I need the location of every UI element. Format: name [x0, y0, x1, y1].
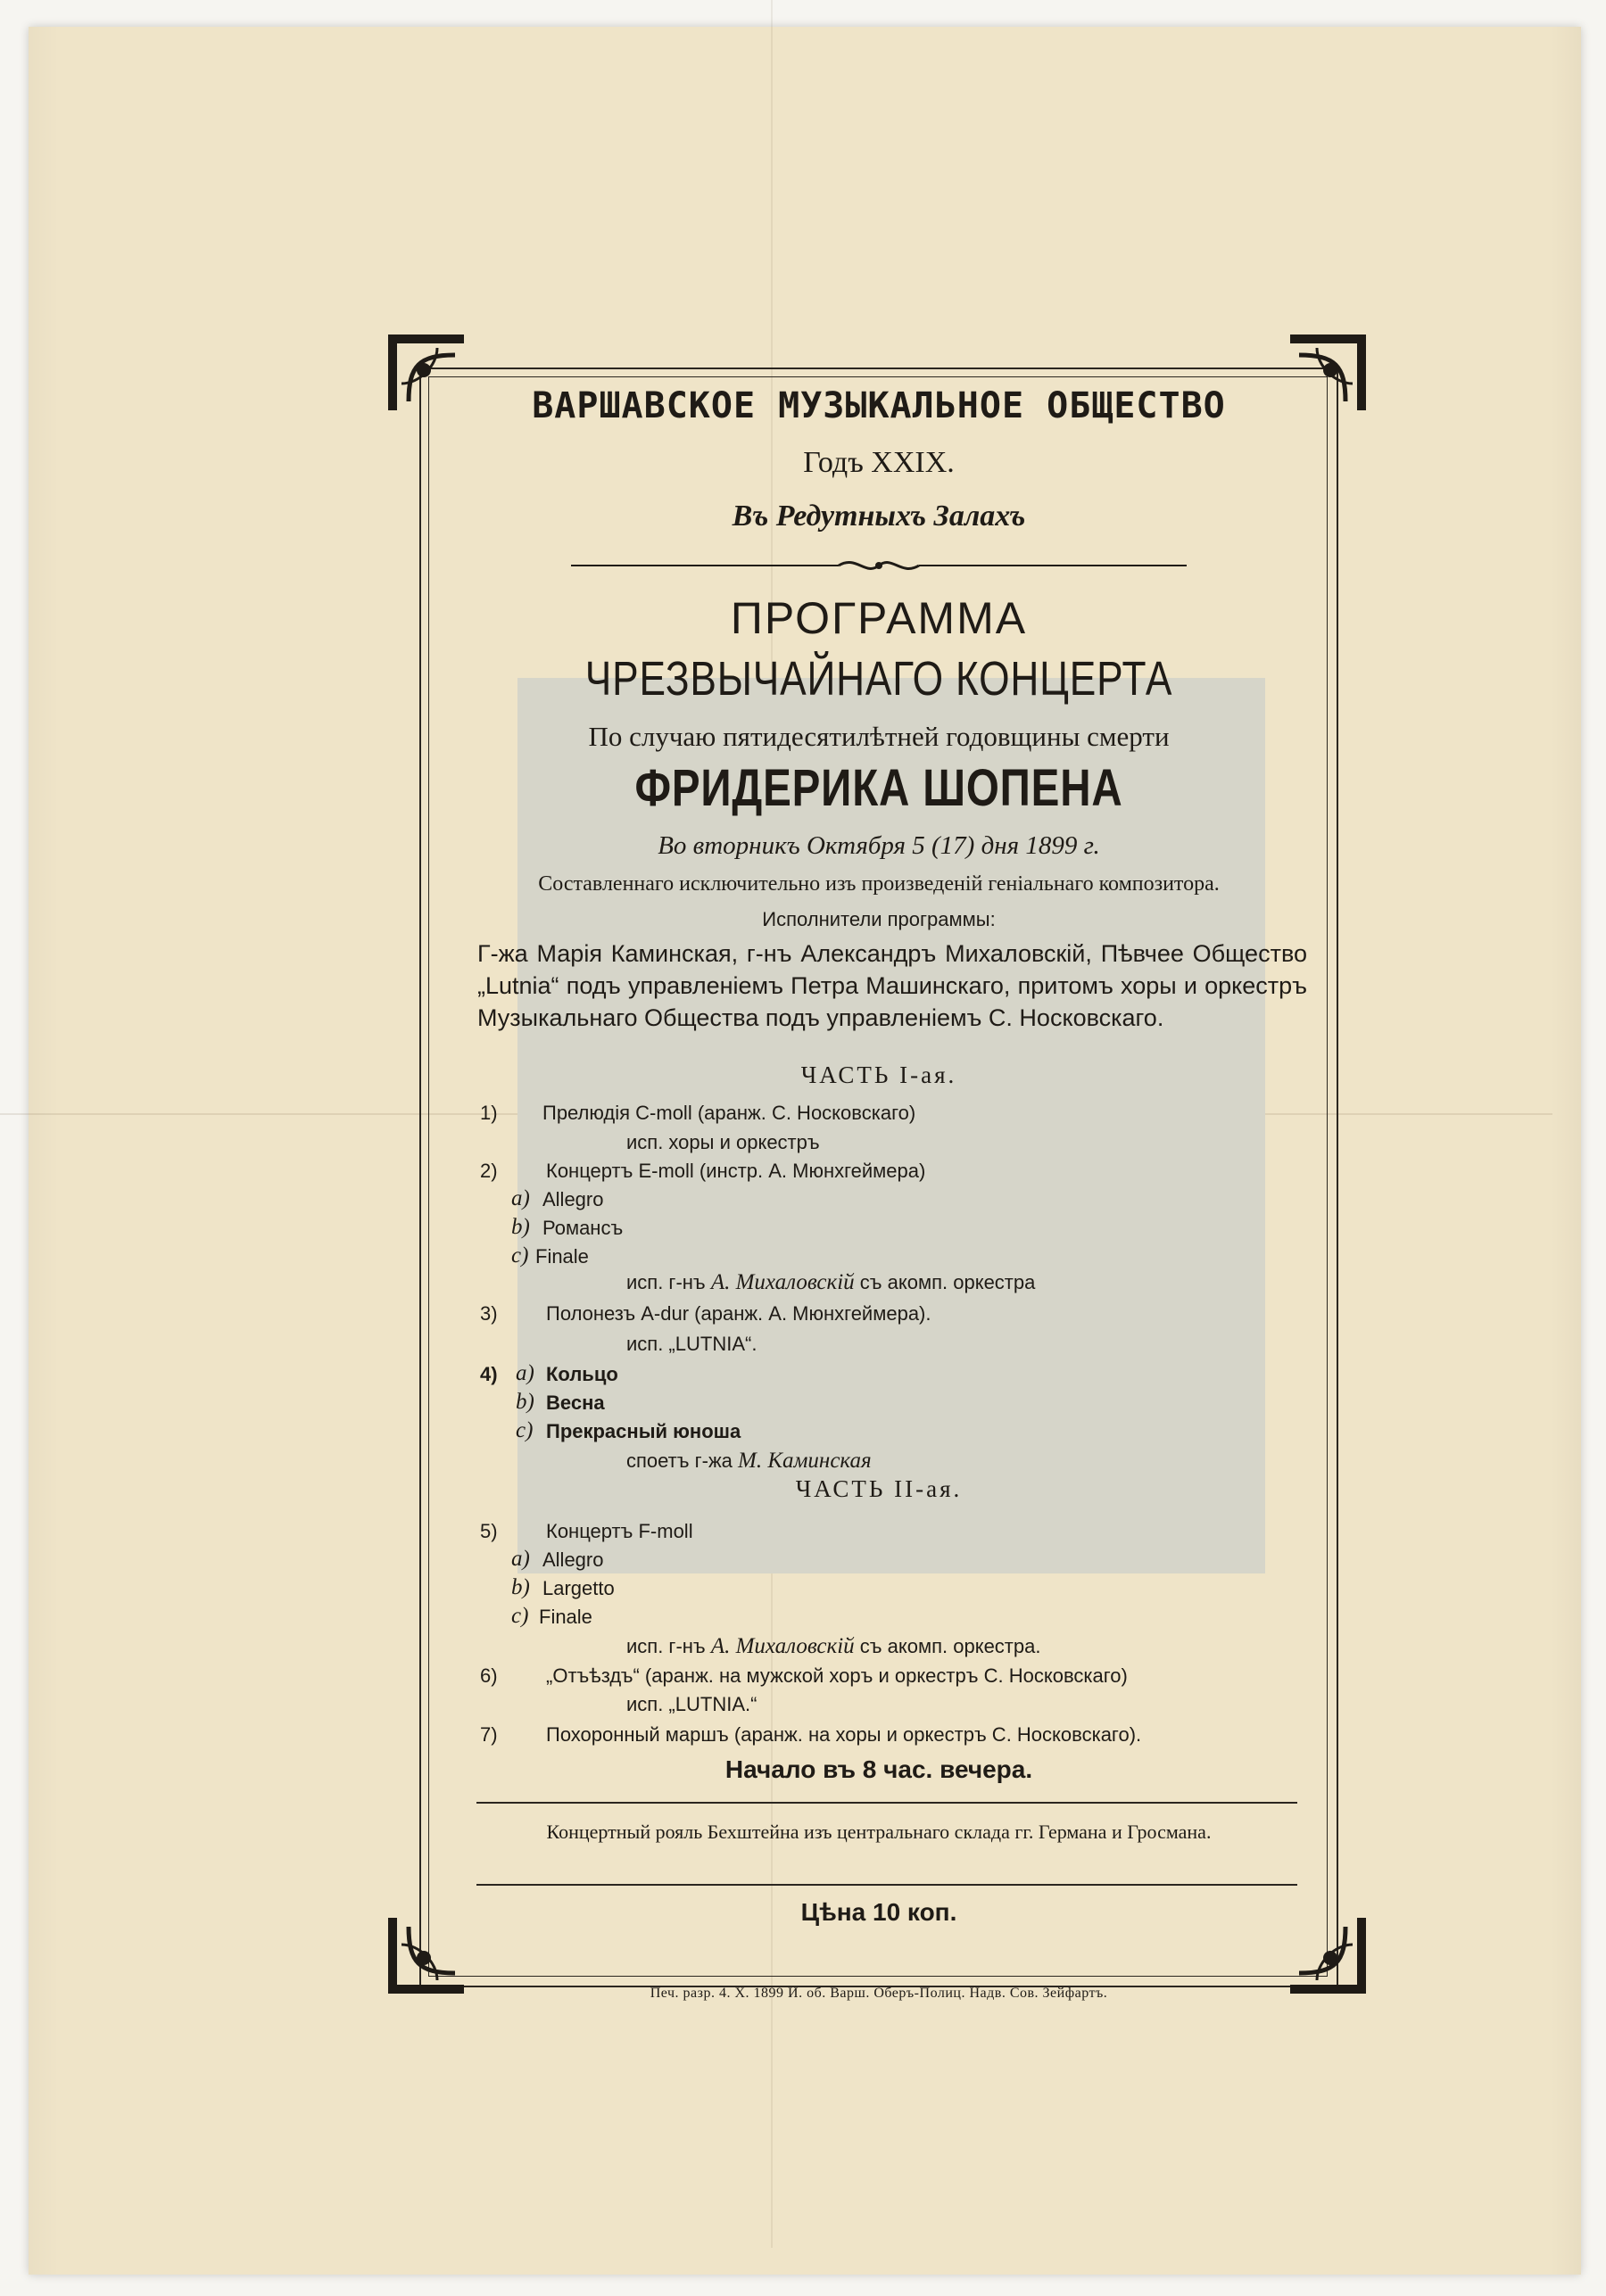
- program-item: Концертъ F-moll: [546, 1520, 693, 1542]
- composed-of-text: Составленнаго исключительно изъ произведенiй генiальнаго композитора.: [538, 872, 1220, 896]
- program-item: Похоронный маршъ (аранж. на хоры и оркестръ С. Носковскаго).: [546, 1723, 1142, 1746]
- item-number: 4): [480, 1363, 498, 1385]
- movement: Романсъ: [542, 1217, 624, 1239]
- performer-name: М. Каминская: [738, 1449, 872, 1473]
- item-number: 3): [480, 1302, 498, 1325]
- movement-marker: b): [516, 1390, 534, 1414]
- program-item: „Отъѣздъ“ (аранж. на мужской хоръ и оркестръ С. Носковскаго): [546, 1664, 1128, 1687]
- season-year: Годъ XXIX.: [803, 446, 955, 479]
- item-number: 2): [480, 1160, 498, 1182]
- venue-halls: Въ Редутныхъ Залахъ: [732, 500, 1026, 533]
- society-name: ВАРШАВСКОЕ МУЗЫКАЛЬНОЕ ОБЩЕСТВО: [532, 385, 1226, 426]
- performer-name: А. Михаловскiй: [710, 1634, 855, 1658]
- program-item: Прелюдiя C-moll (аранж. С. Носковскаго): [542, 1102, 916, 1124]
- performers-text: Г-жа Марiя Каминская, г-нъ Александръ Михаловскiй, Пѣвчее Общество „Lutnia“ подъ управленiемъ Петра Машинскаго, притомъ хоры и оркестръ Музыкальнаго Общества подъ управленiемъ С. Носковскаго.: [477, 940, 1307, 1031]
- movement-marker: c): [516, 1418, 534, 1442]
- divider-line: [476, 1884, 1297, 1886]
- corner-ornament-icon: [1281, 1909, 1370, 1998]
- song: Весна: [546, 1392, 605, 1414]
- song: Кольцо: [546, 1363, 618, 1385]
- concert-title: ЧРЕЗВЫЧАЙНАГО КОНЦЕРТА: [584, 652, 1173, 706]
- item-number: 1): [480, 1102, 498, 1124]
- item-performer: исп. хоры и оркестръ: [626, 1131, 820, 1153]
- movement-marker: b): [511, 1575, 530, 1599]
- performer-suffix: съ акомп. оркестра.: [859, 1635, 1041, 1657]
- item-number: 7): [480, 1723, 498, 1746]
- corner-ornament-icon: [384, 330, 473, 419]
- movement: Allegro: [542, 1188, 604, 1210]
- item-number: 6): [480, 1664, 498, 1687]
- item-performer: [626, 1634, 1040, 1659]
- item-performer: исп. „LUTNIA“.: [626, 1333, 757, 1355]
- concert-date: Во вторникъ Октября 5 (17) дня 1899 г.: [658, 831, 1100, 860]
- movement-marker: c): [511, 1243, 529, 1268]
- song: Прекрасный юноша: [546, 1420, 741, 1442]
- program-heading: ПРОГРАММА: [730, 593, 1028, 643]
- performer-name: А. Михаловскiй: [710, 1270, 855, 1294]
- item-performer: исп. „LUTNIA.“: [626, 1693, 757, 1715]
- performer-prefix: исп. г-нъ: [626, 1635, 706, 1657]
- print-permit: Печ. разр. 4. X. 1899 И. об. Варш. Оберъ-Полиц. Надв. Сов. Зейфартъ.: [650, 1986, 1108, 2001]
- performer-suffix: съ акомп. оркестра: [859, 1271, 1036, 1293]
- ticket-price: Цѣна 10 коп.: [800, 1898, 957, 1926]
- program-item: Концертъ E-moll (инстр. А. Мюнхгеймера): [546, 1160, 926, 1182]
- part-one-heading: ЧАСТЬ I-ая.: [800, 1061, 957, 1088]
- program-item: Полонезъ A-dur (аранж. А. Мюнхгеймера).: [546, 1302, 931, 1325]
- piano-note: Концертный рояль Бехштейна изъ центральнаго склада гг. Германа и Гросмана.: [546, 1821, 1212, 1843]
- divider-line: [476, 1802, 1297, 1804]
- composer-name: ФРИДЕРИКА ШОПЕНА: [634, 759, 1123, 817]
- item-performer: [626, 1270, 1035, 1295]
- item-performer: [626, 1449, 872, 1474]
- corner-ornament-icon: [1281, 330, 1370, 419]
- corner-ornament-icon: [384, 1909, 473, 1998]
- performer-prefix: исп. г-нъ: [626, 1271, 706, 1293]
- movement: Finale: [535, 1245, 589, 1268]
- item-number: 5): [480, 1520, 498, 1542]
- movement-marker: a): [516, 1361, 534, 1385]
- movement-marker: a): [511, 1186, 530, 1210]
- movement: Largetto: [542, 1577, 615, 1599]
- divider-ornament-icon: [571, 555, 1187, 576]
- part-two-heading: ЧАСТЬ II-ая.: [795, 1475, 963, 1502]
- movement: Finale: [539, 1606, 592, 1628]
- movement-marker: c): [511, 1604, 529, 1628]
- performer-prefix: споетъ г-жа: [626, 1449, 733, 1472]
- start-time: Начало въ 8 час. вечера.: [724, 1755, 1033, 1783]
- movement-marker: a): [511, 1547, 530, 1571]
- performers-heading: Исполнители программы:: [762, 908, 996, 930]
- occasion-text: По случаю пятидесятилѣтней годовщины смерти: [588, 721, 1170, 752]
- movement-marker: b): [511, 1215, 530, 1239]
- movement: Allegro: [542, 1549, 604, 1571]
